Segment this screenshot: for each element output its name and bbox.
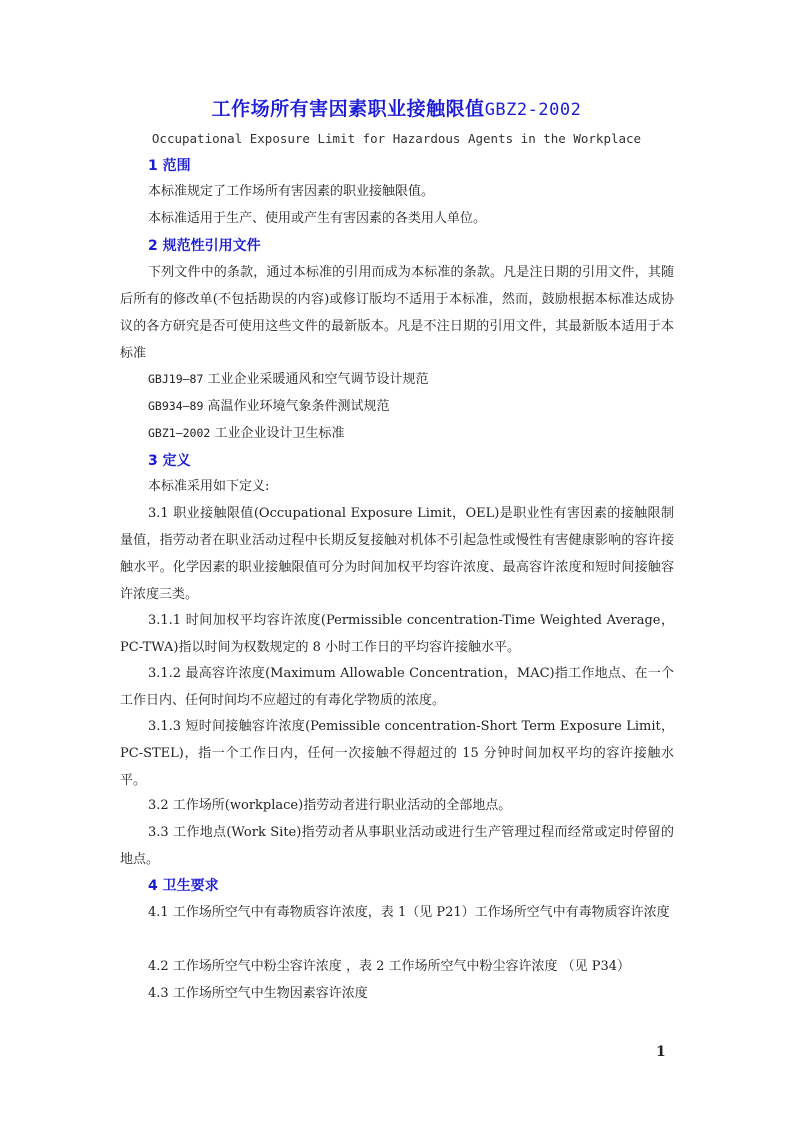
reference-title: 工业企业采暖通风和空气调节设计规范 [203,372,429,387]
definition-3-1-1: 3.1.1 时间加权平均容许浓度(Permissible concentration-Time Weighted Average，PC-TWA)指以时间为权数规定的 8 小时工作日的平均容许接触水平。 [120,613,674,655]
reference-title: 高温作业环境气象条件测试规范 [203,399,390,414]
requirement-4-2: 4.2 工作场所空气中粉尘容许浓度 ，表 2 工作场所空气中粉尘容许浓度 （见 P34） [148,959,631,974]
section-2-heading: 2 规范性引用文件 [148,238,261,254]
definition-3-1-3: 3.1.3 短时间接触容许浓度(Pemissible concentration-Short Term Exposure Limit，PC-STEL)，指一个工作日内，任何一次接触不得超过的 15 分钟时间加权平均的容许接触水平。 [120,719,674,788]
reference-item [148,393,390,420]
title-chinese: 工作场所有害因素职业接触限值 [211,98,485,120]
reference-code: GBZ1—2002 [148,426,211,440]
definition-3-2: 3.2 工作场所(workplace)指劳动者进行职业活动的全部地点。 [148,798,512,813]
reference-item [148,420,344,447]
english-subtitle: Occupational Exposure Limit for Hazardous Agents in the Workplace [151,131,642,146]
section-1-paragraph-2: 本标准适用于生产、使用或产生有害因素的各类用人单位。 [148,211,487,226]
standard-code: GBZ2-2002 [484,100,582,120]
page-number: 1 [656,1044,666,1060]
section-3-heading: 3 定义 [148,453,191,469]
section-3-intro: 本标准采用如下定义: [148,479,270,494]
requirement-4-3: 4.3 工作场所空气中生物因素容许浓度 [148,986,368,1001]
section-1-paragraph-1: 本标准规定了工作场所有害因素的职业接触限值。 [148,184,435,199]
reference-code: GB934—89 [148,399,204,413]
requirement-4-1: 4.1 工作场所空气中有毒物质容许浓度，表 1（见 P21）工作场所空气中有毒物质容许浓度 [148,905,670,920]
section-4-heading: 4 卫生要求 [148,878,219,894]
reference-code: GBJ19—87 [148,372,204,386]
definition-3-1-2: 3.1.2 最高容许浓度(Maximum Allowable Concentration，MAC)指工作地点、在一个工作日内、任何时间均不应超过的有毒化学物质的浓度。 [120,666,674,708]
section-1-heading: 1 范围 [148,158,191,174]
section-2-paragraph: 下列文件中的条款，通过本标准的引用而成为本标准的条款。凡是注日期的引用文件，其随后所有的修改单(不包括勘误的内容)或修订版均不适用于本标准，然而，鼓励根据本标准达成协议的各方研究是否可使用这些文件的最新版本。凡是不注日期的引用文件，其最新版本适用于本标准 [120,265,674,361]
definition-3-3: 3.3 工作地点(Work Site)指劳动者从事职业活动或进行生产管理过程而经常或定时停留的地点。 [120,825,674,867]
document-title [0,94,793,121]
definition-3-1: 3.1 职业接触限值(Occupational Exposure Limit，OEL)是职业性有害因素的接触限制量值，指劳动者在职业活动过程中长期反复接触对机体不引起急性或慢性有害健康影响的容许接触水平。化学因素的职业接触限值可分为时间加权平均容许浓度、最高容许浓度和短时间接触容许浓度三类。 [120,506,674,602]
reference-title: 工业企业设计卫生标准 [210,426,345,441]
reference-item [148,366,429,393]
